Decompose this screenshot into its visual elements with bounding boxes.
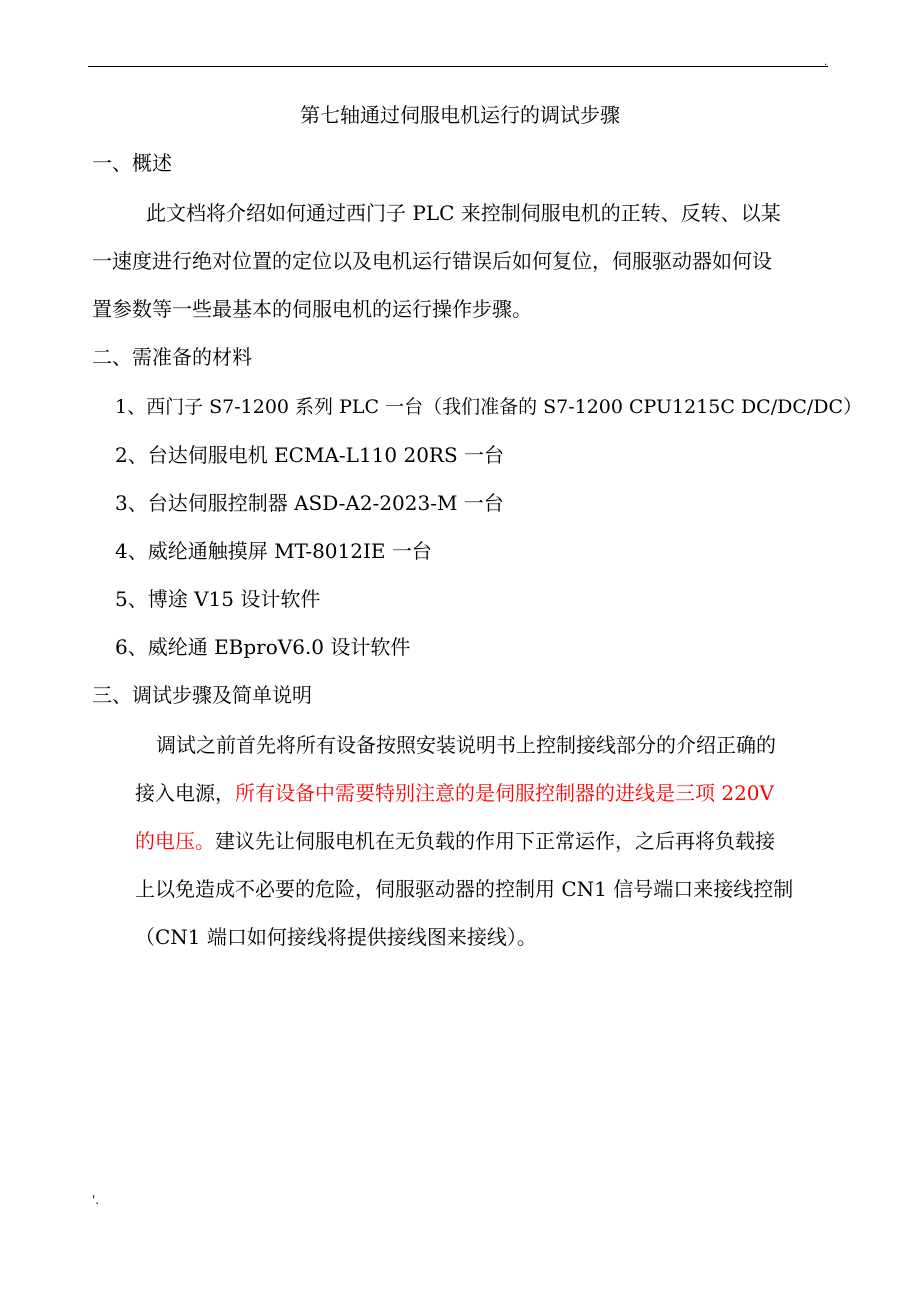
section1-line-1: 此文档将介绍如何通过西门子 PLC 来控制伺服电机的正转、反转、以某 bbox=[146, 201, 781, 225]
warning-text-1: 所有设备中需要特别注意的是伺服控制器的进线是三项 220V bbox=[235, 781, 774, 805]
header-rule bbox=[88, 66, 828, 67]
section3-line-4: 上以免造成不必要的危险，伺服驱动器的控制用 CN1 信号端口来接线控制 bbox=[135, 877, 794, 901]
materials-item-1: 1、西门子 S7-1200 系列 PLC 一台（我们准备的 S7-1200 CPU1215C DC/DC/DC） bbox=[115, 396, 863, 418]
section3-line-1: 调试之前首先将所有设备按照安装说明书上控制接线部分的介绍正确的 bbox=[156, 733, 776, 757]
materials-item-5: 5、博途 V15 设计软件 bbox=[115, 587, 321, 611]
section2-heading: 二、需准备的材料 bbox=[92, 345, 252, 369]
footer-mark: '. bbox=[92, 1193, 100, 1207]
document-title: 第七轴通过伺服电机运行的调试步骤 bbox=[300, 103, 620, 127]
materials-item-4: 4、威纶通触摸屏 MT-8012IE 一台 bbox=[115, 539, 432, 563]
section1-line-3: 置参数等一些最基本的伺服电机的运行操作步骤。 bbox=[92, 297, 532, 321]
warning-text-2: 的电压。 bbox=[135, 829, 215, 853]
materials-item-2: 2、台达伺服电机 ECMA-L110 20RS 一台 bbox=[115, 443, 505, 467]
materials-item-3: 3、台达伺服控制器 ASD-A2-2023-M 一台 bbox=[115, 491, 504, 515]
section3-line-2-normal: 接入电源， bbox=[135, 781, 235, 805]
section3-heading: 三、调试步骤及简单说明 bbox=[92, 683, 312, 707]
section1-line-2: 一速度进行绝对位置的定位以及电机运行错误后如何复位，伺服驱动器如何设 bbox=[92, 249, 772, 273]
section1-heading: 一、概述 bbox=[92, 151, 172, 175]
header-mark: . bbox=[824, 57, 828, 68]
section3-line-2 bbox=[135, 779, 774, 807]
section3-line-3 bbox=[135, 827, 775, 855]
section3-line-5: （CN1 端口如何接线将提供接线图来接线）。 bbox=[135, 925, 537, 949]
materials-item-6: 6、威纶通 EBproV6.0 设计软件 bbox=[115, 635, 411, 659]
section3-line-3-normal: 建议先让伺服电机在无负载的作用下正常运作，之后再将负载接 bbox=[215, 829, 775, 853]
